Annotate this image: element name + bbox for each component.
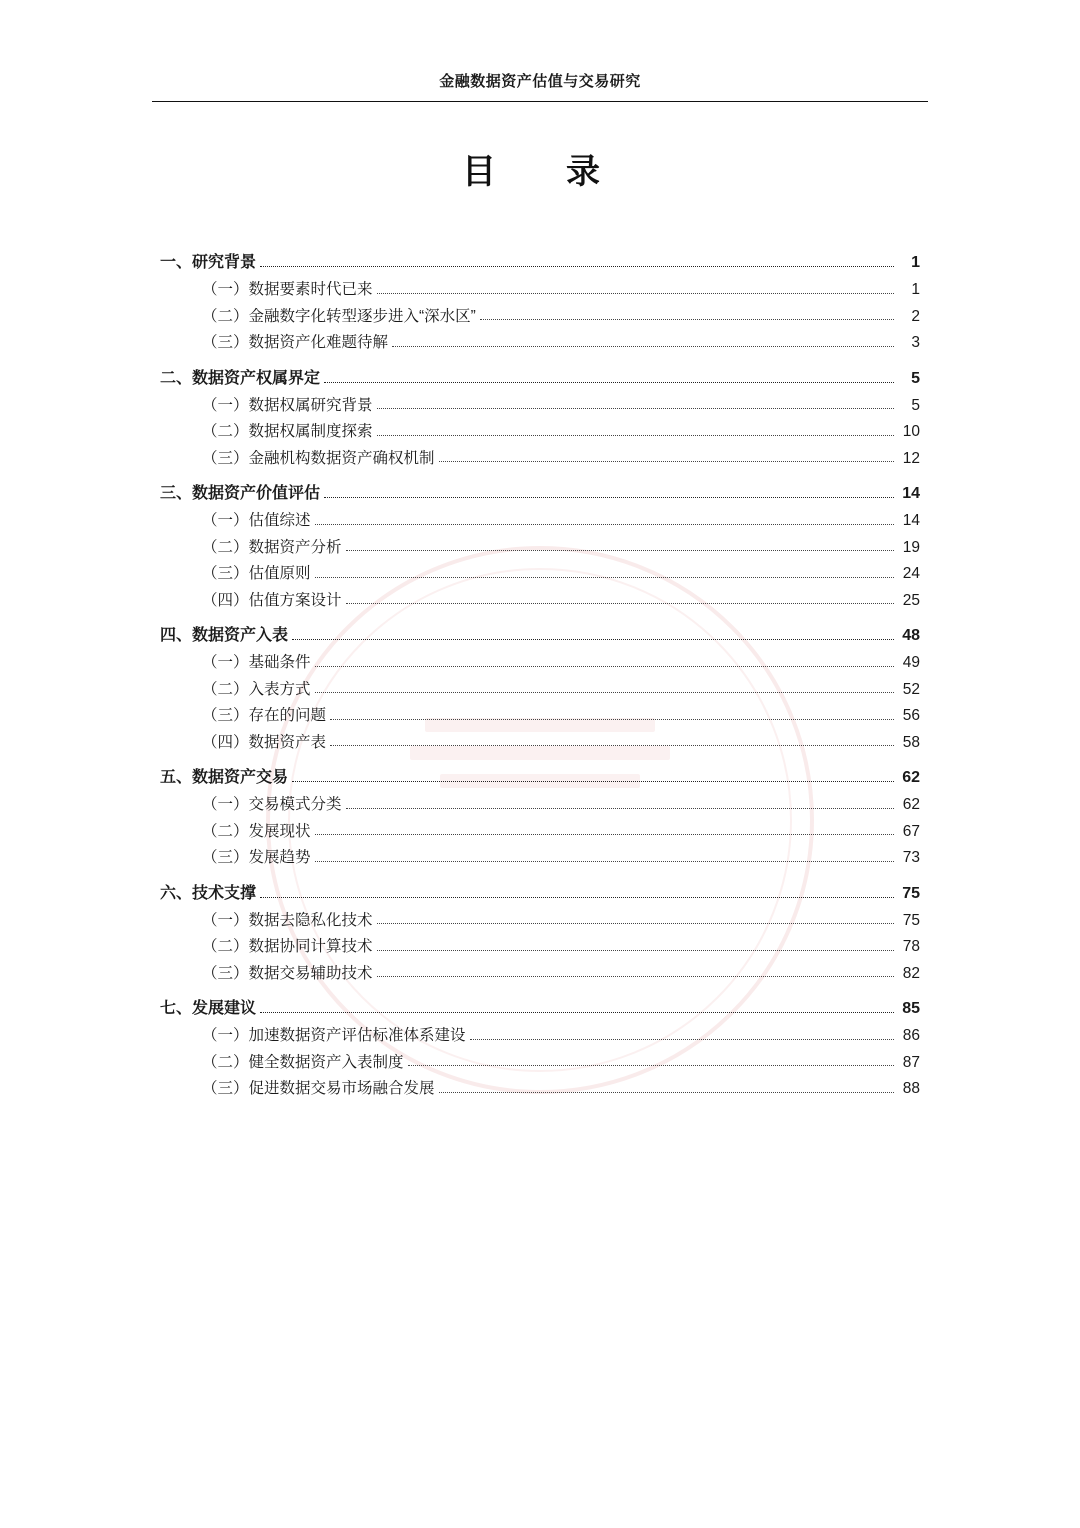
toc-leader-dots <box>480 318 894 320</box>
toc-entry[interactable] <box>160 335 920 353</box>
toc-leader-dots <box>330 718 894 720</box>
toc-leader-dots <box>315 833 894 835</box>
toc-leader-dots <box>330 744 894 746</box>
header-divider <box>152 101 928 102</box>
toc-leader-dots <box>377 975 894 977</box>
toc-leader-dots <box>315 665 894 667</box>
toc-leader-dots <box>377 434 894 436</box>
toc-entry-label: （一）加速数据资产评估标准体系建设 <box>202 1027 466 1044</box>
toc-entry[interactable] <box>160 1001 920 1019</box>
toc-entry-label: （二）金融数字化转型逐步进入“深水区” <box>202 307 476 325</box>
toc-entry-page: 88 <box>902 1080 920 1097</box>
toc-entry[interactable] <box>160 486 920 504</box>
toc-entry-label: （四）数据资产表 <box>202 733 327 751</box>
toc-entry-label: （一）数据去隐私化技术 <box>202 911 373 929</box>
toc-entry-label: （二）数据资产分析 <box>202 538 342 556</box>
toc-leader-dots <box>315 523 894 525</box>
toc-entry-label: （二）发展现状 <box>202 822 311 840</box>
toc-entry-page: 73 <box>902 849 920 866</box>
toc-entry[interactable] <box>160 1081 920 1099</box>
toc-entry[interactable] <box>160 513 920 531</box>
toc-leader-dots <box>324 496 894 498</box>
toc-entry[interactable] <box>160 593 920 611</box>
toc-entry[interactable] <box>160 824 920 842</box>
toc-entry[interactable] <box>160 735 920 753</box>
toc-leader-dots <box>315 860 894 862</box>
toc-entry[interactable] <box>160 966 920 984</box>
toc-entry-page: 86 <box>902 1027 920 1044</box>
toc-entry-label: 一、研究背景 <box>160 254 257 271</box>
toc-leader-dots <box>292 638 894 640</box>
toc-entry-label: （三）存在的问题 <box>202 707 327 724</box>
toc-entry-label: （三）发展趋势 <box>202 849 311 866</box>
toc-entry-page: 1 <box>911 254 920 271</box>
toc-entry-page: 78 <box>902 938 920 955</box>
toc-entry[interactable] <box>160 424 920 442</box>
toc-entry[interactable] <box>160 628 920 646</box>
toc-entry[interactable] <box>160 708 920 726</box>
toc-entry-label: （二）健全数据资产入表制度 <box>202 1053 404 1071</box>
toc-entry-label: 五、数据资产交易 <box>160 769 289 786</box>
toc-leader-dots <box>408 1064 894 1066</box>
toc-entry-label: （二）入表方式 <box>202 680 311 698</box>
toc-leader-dots <box>260 1011 894 1013</box>
toc-entry-label: （三）促进数据交易市场融合发展 <box>202 1080 435 1097</box>
toc-entry-label: 三、数据资产价值评估 <box>160 485 321 502</box>
toc-leader-dots <box>377 922 894 924</box>
toc-leader-dots <box>377 292 894 294</box>
toc-entry-label: （三）金融机构数据资产确权机制 <box>202 449 435 467</box>
toc-entry-page: 19 <box>902 538 920 556</box>
toc-leader-dots <box>324 381 894 383</box>
toc-entry-page: 14 <box>902 512 920 529</box>
toc-entry-page: 62 <box>902 796 920 813</box>
toc-entry[interactable] <box>160 540 920 558</box>
toc-entry-label: （一）数据权属研究背景 <box>202 396 373 414</box>
toc-entry[interactable] <box>160 850 920 868</box>
page-title: 目 录 <box>462 154 618 191</box>
toc-entry-page: 52 <box>902 680 920 698</box>
toc-entry-label: 七、发展建议 <box>160 1000 257 1017</box>
table-of-contents <box>160 255 920 1099</box>
toc-entry-label: 四、数据资产入表 <box>160 627 289 644</box>
toc-entry-label: （四）估值方案设计 <box>202 591 342 609</box>
toc-leader-dots <box>439 460 894 462</box>
toc-entry-label: 二、数据资产权属界定 <box>160 369 321 387</box>
toc-entry-page: 62 <box>902 769 920 786</box>
running-header: 金融数据资产估值与交易研究 <box>439 73 641 90</box>
toc-leader-dots <box>439 1091 894 1093</box>
toc-leader-dots <box>377 949 894 951</box>
toc-entry[interactable] <box>160 913 920 931</box>
toc-entry-label: （三）数据资产化难题待解 <box>202 334 389 351</box>
toc-leader-dots <box>346 549 894 551</box>
toc-entry[interactable] <box>160 255 920 273</box>
toc-entry-page: 1 <box>911 281 920 298</box>
toc-entry[interactable] <box>160 797 920 815</box>
toc-leader-dots <box>260 896 894 898</box>
toc-leader-dots <box>292 780 894 782</box>
toc-entry-page: 25 <box>902 591 920 609</box>
toc-entry-label: （三）估值原则 <box>202 565 311 582</box>
toc-entry[interactable] <box>160 939 920 957</box>
toc-leader-dots <box>392 345 894 347</box>
toc-entry-page: 3 <box>911 334 920 351</box>
toc-leader-dots <box>470 1038 894 1040</box>
toc-entry[interactable] <box>160 1028 920 1046</box>
toc-entry-page: 58 <box>902 733 920 751</box>
toc-entry-page: 85 <box>902 1000 920 1017</box>
toc-entry-page: 2 <box>911 307 920 325</box>
toc-entry-page: 14 <box>902 485 920 502</box>
toc-entry-page: 75 <box>902 911 920 929</box>
toc-leader-dots <box>260 265 894 267</box>
toc-entry[interactable] <box>160 1055 920 1073</box>
toc-leader-dots <box>377 407 894 409</box>
toc-entry-label: （一）数据要素时代已来 <box>202 281 373 298</box>
toc-leader-dots <box>346 807 894 809</box>
toc-entry-label: （一）基础条件 <box>202 654 311 671</box>
toc-leader-dots <box>346 602 894 604</box>
toc-entry-label: 六、技术支撑 <box>160 884 257 902</box>
toc-leader-dots <box>315 576 894 578</box>
toc-entry-page: 49 <box>902 654 920 671</box>
toc-entry[interactable] <box>160 451 920 469</box>
toc-entry-label: （三）数据交易辅助技术 <box>202 964 373 982</box>
toc-entry[interactable] <box>160 282 920 300</box>
toc-entry[interactable] <box>160 770 920 788</box>
toc-entry-page: 5 <box>911 396 920 414</box>
toc-entry-page: 75 <box>902 884 920 902</box>
toc-entry-label: （一）交易模式分类 <box>202 796 342 813</box>
toc-entry[interactable] <box>160 398 920 416</box>
toc-entry[interactable] <box>160 886 920 904</box>
toc-entry-page: 87 <box>902 1053 920 1071</box>
toc-entry-page: 12 <box>902 449 920 467</box>
toc-entry[interactable] <box>160 682 920 700</box>
toc-entry-page: 24 <box>902 565 920 582</box>
toc-entry-page: 67 <box>902 822 920 840</box>
toc-leader-dots <box>315 691 894 693</box>
toc-entry-page: 5 <box>911 369 920 387</box>
toc-entry-page: 10 <box>902 423 920 440</box>
toc-entry[interactable] <box>160 655 920 673</box>
toc-entry-label: （二）数据权属制度探索 <box>202 423 373 440</box>
toc-entry[interactable] <box>160 371 920 389</box>
toc-entry-label: （二）数据协同计算技术 <box>202 938 373 955</box>
toc-entry[interactable] <box>160 566 920 584</box>
toc-entry-page: 82 <box>902 964 920 982</box>
toc-entry-label: （一）估值综述 <box>202 512 311 529</box>
toc-entry[interactable] <box>160 309 920 327</box>
toc-entry-page: 48 <box>902 627 920 644</box>
toc-entry-page: 56 <box>902 707 920 724</box>
